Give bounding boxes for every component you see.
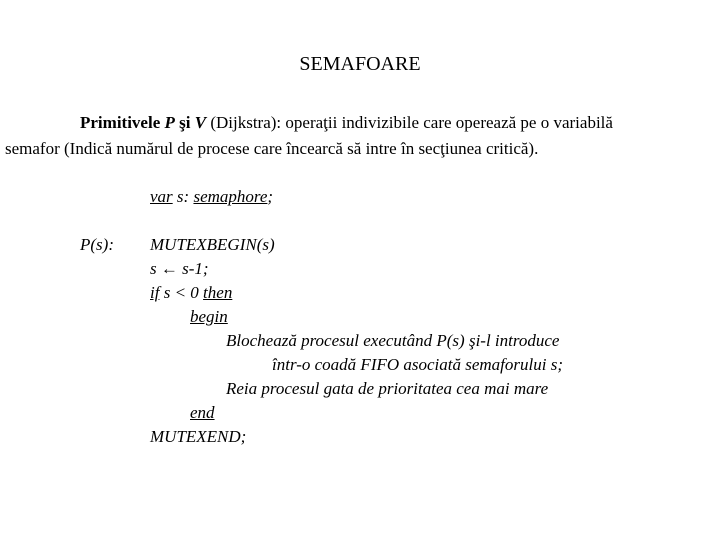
intro-line-1 [80, 113, 613, 133]
kw-then: then [203, 283, 233, 302]
code-mutexend: MUTEXEND; [150, 427, 247, 446]
intro-v-letter: V [194, 113, 207, 132]
decl-type: semaphore [193, 187, 268, 206]
if-condition: s < 0 [159, 283, 204, 302]
kw-if: if [150, 283, 160, 302]
procedure-label: P(s): [80, 235, 114, 254]
kw-var: var [150, 187, 173, 206]
code-stmt-1: Blochează procesul executând P(s) şi-l introduce [226, 331, 560, 350]
intro-and-word: şi [174, 113, 195, 132]
code-mutexbegin: MUTEXBEGIN(s) [150, 235, 275, 254]
page-title: SEMAFOARE [299, 53, 421, 75]
code-if-line [150, 283, 232, 303]
code-stmt-1-cont: într-o coadă FIFO asociată semaforului s; [272, 355, 563, 374]
intro-line-2: semafor (Indică numărul de procese care încearcă să intre în secţiunea critică). [5, 139, 539, 158]
intro-p-letter: P [164, 113, 175, 132]
decl-middle: s: [172, 187, 194, 206]
code-assign: s ← s-1; [150, 259, 209, 278]
kw-begin: begin [190, 307, 228, 326]
code-stmt-2: Reia procesul gata de prioritatea cea mai mare [226, 379, 549, 398]
var-declaration [150, 187, 273, 207]
intro-rest: (Dijkstra): operaţii indivizibile care operează pe o variabilă [206, 113, 613, 132]
intro-bold-lead: Primitivele [80, 113, 165, 132]
decl-end: ; [267, 187, 274, 206]
kw-end: end [190, 403, 215, 422]
